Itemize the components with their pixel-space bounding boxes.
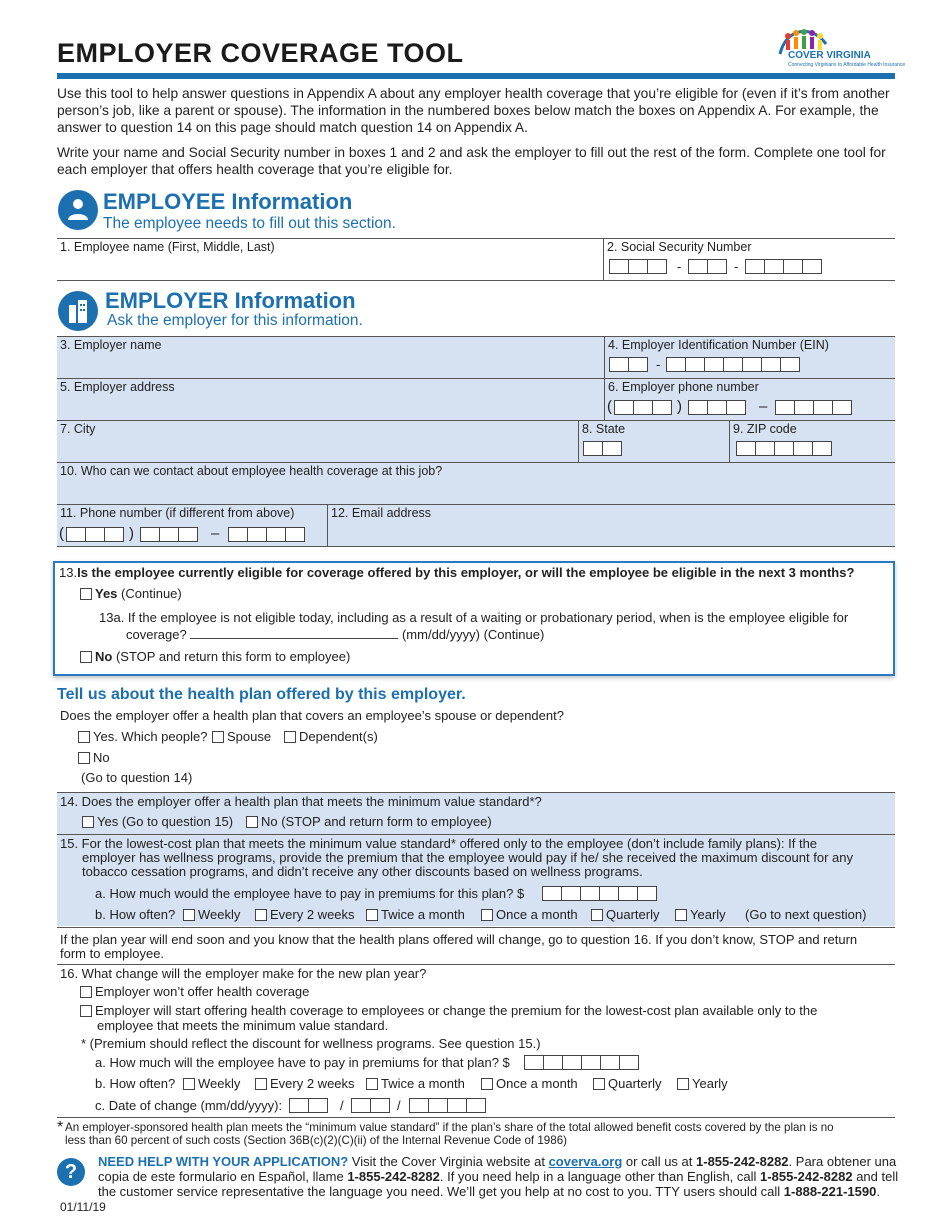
form-date-code: 01/11/19 [60, 1200, 106, 1214]
q16a-amount-boxes[interactable] [524, 1055, 638, 1070]
q14-no-option[interactable]: No (STOP and return form to employee) [246, 814, 492, 829]
q16-freq-yearly[interactable]: Yearly [677, 1076, 728, 1091]
q16-freq-once-month[interactable]: Once a month [481, 1076, 578, 1091]
alt-phone-prefix-boxes[interactable] [140, 527, 197, 542]
employee-name-field[interactable]: 1. Employee name (First, Middle, Last) [60, 240, 275, 254]
help-line-3: the customer service representative the language you need. We’ll get you help at no cost to you. TTY users should call 1-888-221-1590. [98, 1184, 880, 1199]
date-year-boxes[interactable] [409, 1098, 485, 1113]
checkbox[interactable] [212, 731, 224, 743]
date-line[interactable] [190, 628, 398, 639]
date-separator: / [340, 1098, 344, 1113]
employer-section-subtitle: Ask the employer for this information. [107, 312, 363, 329]
intro-paragraph-2: Write your name and Social Security number in boxes 1 and 2 and ask the employer to fill out the rest of the form. Complete one tool for each employer that offers health coverage that you’re eligible for. [57, 145, 886, 177]
q15-freq-yearly[interactable]: Yearly [675, 907, 726, 922]
footnote-line-1: An employer-sponsored health plan meets the “minimum value standard” if the plan’s share of the total allowed benefit costs covered by the plan is no [65, 1121, 834, 1134]
q15-line-1: 15. For the lowest-cost plan that meets the minimum value standard* offered only to the employee (don’t include family plans): If the [60, 836, 818, 851]
checkbox[interactable] [183, 909, 195, 921]
plan-section-heading: Tell us about the health plan offered by this employer. [57, 686, 466, 703]
email-field[interactable]: 12. Email address [331, 506, 432, 520]
ssn-boxes-2[interactable] [688, 259, 726, 274]
date-month-boxes[interactable] [289, 1098, 327, 1113]
q15-freq-once-month[interactable]: Once a month [481, 907, 578, 922]
ein-boxes-2[interactable] [666, 357, 799, 372]
employer-section-title: EMPLOYER Information [105, 288, 356, 313]
cover-virginia-logo [772, 24, 906, 70]
q16-option-change[interactable]: Employer will start offering health coverage to employees or change the premium for the lowest-cost plan available only to the [80, 1003, 817, 1018]
phone-area-boxes[interactable] [614, 400, 671, 415]
divider [57, 834, 895, 835]
ein-boxes-1[interactable] [609, 357, 647, 372]
checkbox[interactable] [591, 909, 603, 921]
q15-go-note: (Go to next question) [745, 907, 867, 922]
divider [57, 964, 895, 965]
employer-address-field[interactable]: 5. Employer address [60, 380, 175, 394]
go-to-14-note: (Go to question 14) [81, 770, 193, 785]
checkbox[interactable] [366, 909, 378, 921]
q15b-label: b. How often? [95, 907, 176, 922]
spouse-option[interactable]: Spouse [212, 729, 271, 744]
help-icon: ? [57, 1158, 85, 1186]
q15-freq-twice-month[interactable]: Twice a month [366, 907, 465, 922]
checkbox[interactable] [255, 909, 267, 921]
q15a-amount-boxes[interactable] [542, 886, 656, 901]
ssn-field[interactable]: 2. Social Security Number [607, 240, 752, 254]
q15-line-2: employer has wellness programs, provide the premium that the employee would pay if he/ she received the maximum discount for any [82, 850, 853, 865]
checkbox[interactable] [80, 1005, 92, 1017]
checkbox[interactable] [366, 1078, 378, 1090]
dependent-no-option[interactable]: No [78, 750, 110, 765]
help-line-2: copia de este formulario en Español, llame 1-855-242-8282. If you need help in a language other than English, call 1-855-242-8282 and tell [98, 1169, 899, 1184]
logo-tagline: Connecting Virginians to Affordable Health Insurance [788, 62, 906, 68]
state-field[interactable]: 8. State [582, 422, 626, 436]
q16-freq-quarterly[interactable]: Quarterly [593, 1076, 661, 1091]
zip-boxes[interactable] [736, 441, 831, 456]
help-line-1: NEED HELP WITH YOUR APPLICATION? Visit the Cover Virginia website at coverva.org or call us at 1-855-242-8282. Para obtener una [98, 1154, 897, 1169]
q16c-label: c. Date of change (mm/dd/yyyy): [95, 1098, 283, 1113]
q15a-text: a. How much would the employee have to pay in premiums for this plan? $ [95, 886, 525, 901]
q16b-label: b. How often? [95, 1076, 176, 1091]
ein-field[interactable]: 4. Employer Identification Number (EIN) [608, 338, 829, 352]
divider [57, 927, 895, 928]
dependent-question: Does the employer offer a health plan that covers an employee’s spouse or dependent? [60, 708, 564, 723]
q15-freq-weekly[interactable]: Weekly [183, 907, 240, 922]
checkbox[interactable] [78, 731, 90, 743]
ssn-boxes-1[interactable] [609, 259, 666, 274]
alt-phone-area-boxes[interactable] [66, 527, 123, 542]
q15-freq-every2weeks[interactable]: Every 2 weeks [255, 907, 355, 922]
building-icon [58, 291, 98, 331]
person-icon [58, 190, 98, 230]
checkbox[interactable] [246, 816, 258, 828]
q13-label: 13.Is the employee currently eligible for coverage offered by this employer, or will the employee be eligible in the next 3 months? [59, 565, 855, 580]
q14-question: 14. Does the employer offer a health plan that meets the minimum value standard*? [60, 794, 542, 809]
employee-section-subtitle: The employee needs to fill out this section. [103, 215, 396, 232]
contact-person-field[interactable]: 10. Who can we contact about employee health coverage at this job? [60, 464, 443, 478]
header-rule [57, 73, 895, 79]
q16-question: 16. What change will the employer make for the new plan year? [60, 966, 427, 981]
state-boxes[interactable] [583, 441, 621, 456]
alt-phone-line-boxes[interactable] [228, 527, 304, 542]
plan-year-note-1: If the plan year will end soon and you know that the health plans offered will change, go to question 16. If you don’t know, STOP and return [60, 932, 858, 947]
q13-no-option[interactable]: No (STOP and return this form to employee) [80, 649, 350, 664]
employer-phone-field[interactable]: 6. Employer phone number [608, 380, 759, 394]
dependent-yes-option[interactable]: Yes. Which people? [78, 729, 207, 744]
footnote-star: * [57, 1119, 64, 1136]
employee-section-title: EMPLOYEE Information [103, 189, 353, 214]
q16-option-change-2: employee that meets the minimum value standard. [97, 1018, 389, 1033]
phone-line-boxes[interactable] [775, 400, 851, 415]
employer-name-field[interactable]: 3. Employer name [60, 338, 162, 352]
logo-text: COVER VIRGINIA [788, 50, 871, 61]
checkbox[interactable] [82, 816, 94, 828]
checkbox[interactable] [80, 986, 92, 998]
checkbox[interactable] [255, 1078, 267, 1090]
divider [57, 546, 895, 547]
q15-freq-quarterly[interactable]: Quarterly [591, 907, 659, 922]
checkbox[interactable] [481, 1078, 493, 1090]
q13a-text: 13a. If the employee is not eligible today, including as a result of a waiting or probationary period, when is the employee eligible for [99, 610, 849, 625]
divider [57, 1117, 895, 1118]
phone-prefix-boxes[interactable] [688, 400, 745, 415]
coverva-link[interactable]: coverva.org [548, 1154, 623, 1169]
q16-premium-note: * (Premium should reflect the discount for wellness programs. See question 15.) [81, 1036, 541, 1051]
checkbox[interactable] [80, 651, 92, 663]
ssn-boxes-3[interactable] [745, 259, 821, 274]
checkbox[interactable] [677, 1078, 689, 1090]
divider [57, 792, 895, 793]
divider [57, 280, 895, 281]
date-day-boxes[interactable] [351, 1098, 389, 1113]
zip-field[interactable]: 9. ZIP code [733, 422, 797, 436]
checkbox[interactable] [183, 1078, 195, 1090]
checkbox[interactable] [481, 909, 493, 921]
date-separator: / [397, 1098, 401, 1113]
q13-yes-option[interactable]: Yes (Continue) [80, 586, 182, 601]
q16-freq-every2weeks[interactable]: Every 2 weeks [255, 1076, 355, 1091]
footnote-line-2: less than 60 percent of such costs (Section 36B(c)(2)(C)(ii) of the Internal Revenue Code of 1986) [65, 1134, 568, 1147]
checkbox[interactable] [80, 588, 92, 600]
q13a-date[interactable]: coverage? (mm/dd/yyyy) (Continue) [126, 627, 545, 642]
checkbox[interactable] [284, 731, 296, 743]
checkbox[interactable] [675, 909, 687, 921]
alt-phone-field[interactable]: 11. Phone number (if different from above) [60, 506, 295, 520]
dependents-option[interactable]: Dependent(s) [284, 729, 378, 744]
plan-year-note-2: form to employee. [60, 946, 165, 961]
q14-yes-option[interactable]: Yes (Go to question 15) [82, 814, 233, 829]
q16-option-no-coverage[interactable]: Employer won’t offer health coverage [80, 984, 309, 999]
q16-freq-weekly[interactable]: Weekly [183, 1076, 240, 1091]
intro-paragraph-1: Use this tool to help answer questions in Appendix A about any employer health coverage that you’re eligible for (even if it’s from another person’s job, like a parent or spouse). The information in the numbered boxes below match the boxes on Appendix A. For example, the answer to question 14 on this page should match question 14 on Appendix A. [57, 86, 890, 135]
q16-freq-twice-month[interactable]: Twice a month [366, 1076, 465, 1091]
q16a-text: a. How much will the employee have to pay in premiums for that plan? $ [95, 1055, 510, 1070]
q15-line-3: tobacco cessation programs, and didn’t receive any other discounts based on wellness programs. [82, 864, 643, 879]
checkbox[interactable] [78, 752, 90, 764]
city-field[interactable]: 7. City [60, 422, 96, 436]
checkbox[interactable] [593, 1078, 605, 1090]
page-title: EMPLOYER COVERAGE TOOL [57, 38, 464, 68]
